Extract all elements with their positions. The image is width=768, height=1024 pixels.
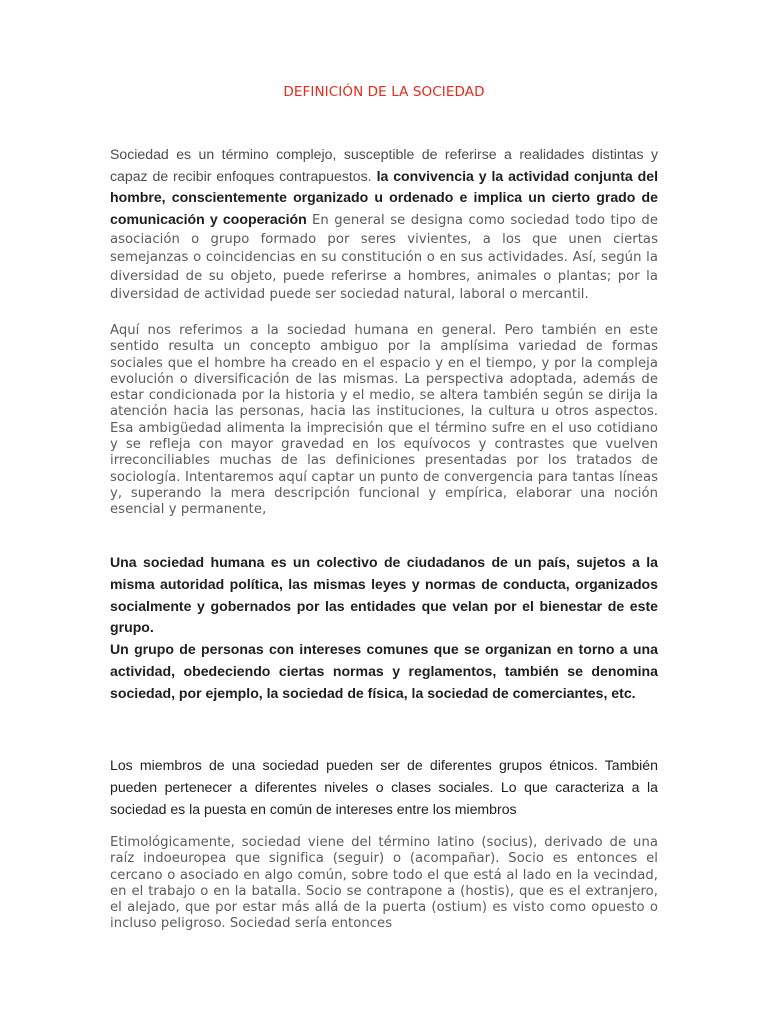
paragraph-human-society: Aquí nos referimos a la sociedad humana en general. Pero también en este sentido resulta un concepto ambiguo por la amplísima variedad de formas sociales que el hombre ha creado en el espacio y en el tiempo, y por la compleja evolución o diversificación de las mismas. La perspectiva adoptada, además de estar condicionada por la historia y el medio, se altera también según se dirija la atención hacia las personas, hacia las instituciones, la cultura u otros aspectos. Esa ambigüedad alimenta la imprecisión que el término sufre en el uso cotidiano y se refleja con mayor gravedad en los equívocos y contrastes que vuelven irreconciliables muchas de las definiciones presentadas por los tratados de sociología. Intentaremos aquí captar un punto de convergencia para tantas líneas y, superando la mera descripción funcional y empírica, elaborar una noción esencial y permanente, (110, 323, 658, 518)
paragraph-rest-text: En general se designa como sociedad todo tipo de asociación o grupo formado por seres vivientes, a los que unen ciertas semejanzas o coincidencias en su constitución o en sus actividades. Así, según la diversidad de su objeto, puede referirse a hombres, animales o plantas; por la diversidad de actividad puede ser sociedad natural, laboral o mercantil. (110, 212, 658, 302)
paragraph-definition (110, 144, 658, 303)
paragraph-bold-text: la convivencia y la actividad conjunta del hombre, conscientemente organizado u ordenado e implica un cierto grado de comunicación y cooperación (110, 167, 659, 227)
bold-definition-groups: Un grupo de personas con intereses comunes que se organizan en torno a una actividad, obedeciendo ciertas normas y reglamentos, también se denomina sociedad, por ejemplo, la sociedad de física, la sociedad de comerciantes, etc. (110, 641, 658, 701)
paragraph-etymology: Etimológicamente, sociedad viene del término latino (socius), derivado de una raíz indoeuropea que significa (seguir) o (acompañar). Socio es entonces el cercano o asociado en algo común, sobre todo el que está al lado en la vecindad, en el trabajo o en la batalla. Socio se contrapone a (hostis), que es el extranjero, el alejado, que por estar más allá de la puerta (ostium) es visto como opuesto o incluso peligroso. Sociedad sería entonces (110, 835, 658, 932)
paragraph-members: Los miembros de una sociedad pueden ser de diferentes grupos étnicos. También pueden pertenecer a diferentes niveles o clases sociales. Lo que caracteriza a la sociedad es la puesta en común de intereses entre los miembros (110, 757, 658, 817)
paragraph-bold-definitions (110, 552, 658, 705)
document-title: DEFINICIÓN DE LA SOCIEDAD (283, 84, 485, 100)
paragraph-intro-text: Sociedad es un término complejo, susceptible de referirse a realidades distintas y capaz de recibir enfoques contrapuestos. (110, 146, 658, 184)
bold-definition-citizens: Una sociedad humana es un colectivo de ciudadanos de un país, sujetos a la misma autoridad política, las mismas leyes y normas de conducta, organizados socialmente y gobernados por las entidades que velan por el bienestar de este grupo. (110, 554, 658, 636)
